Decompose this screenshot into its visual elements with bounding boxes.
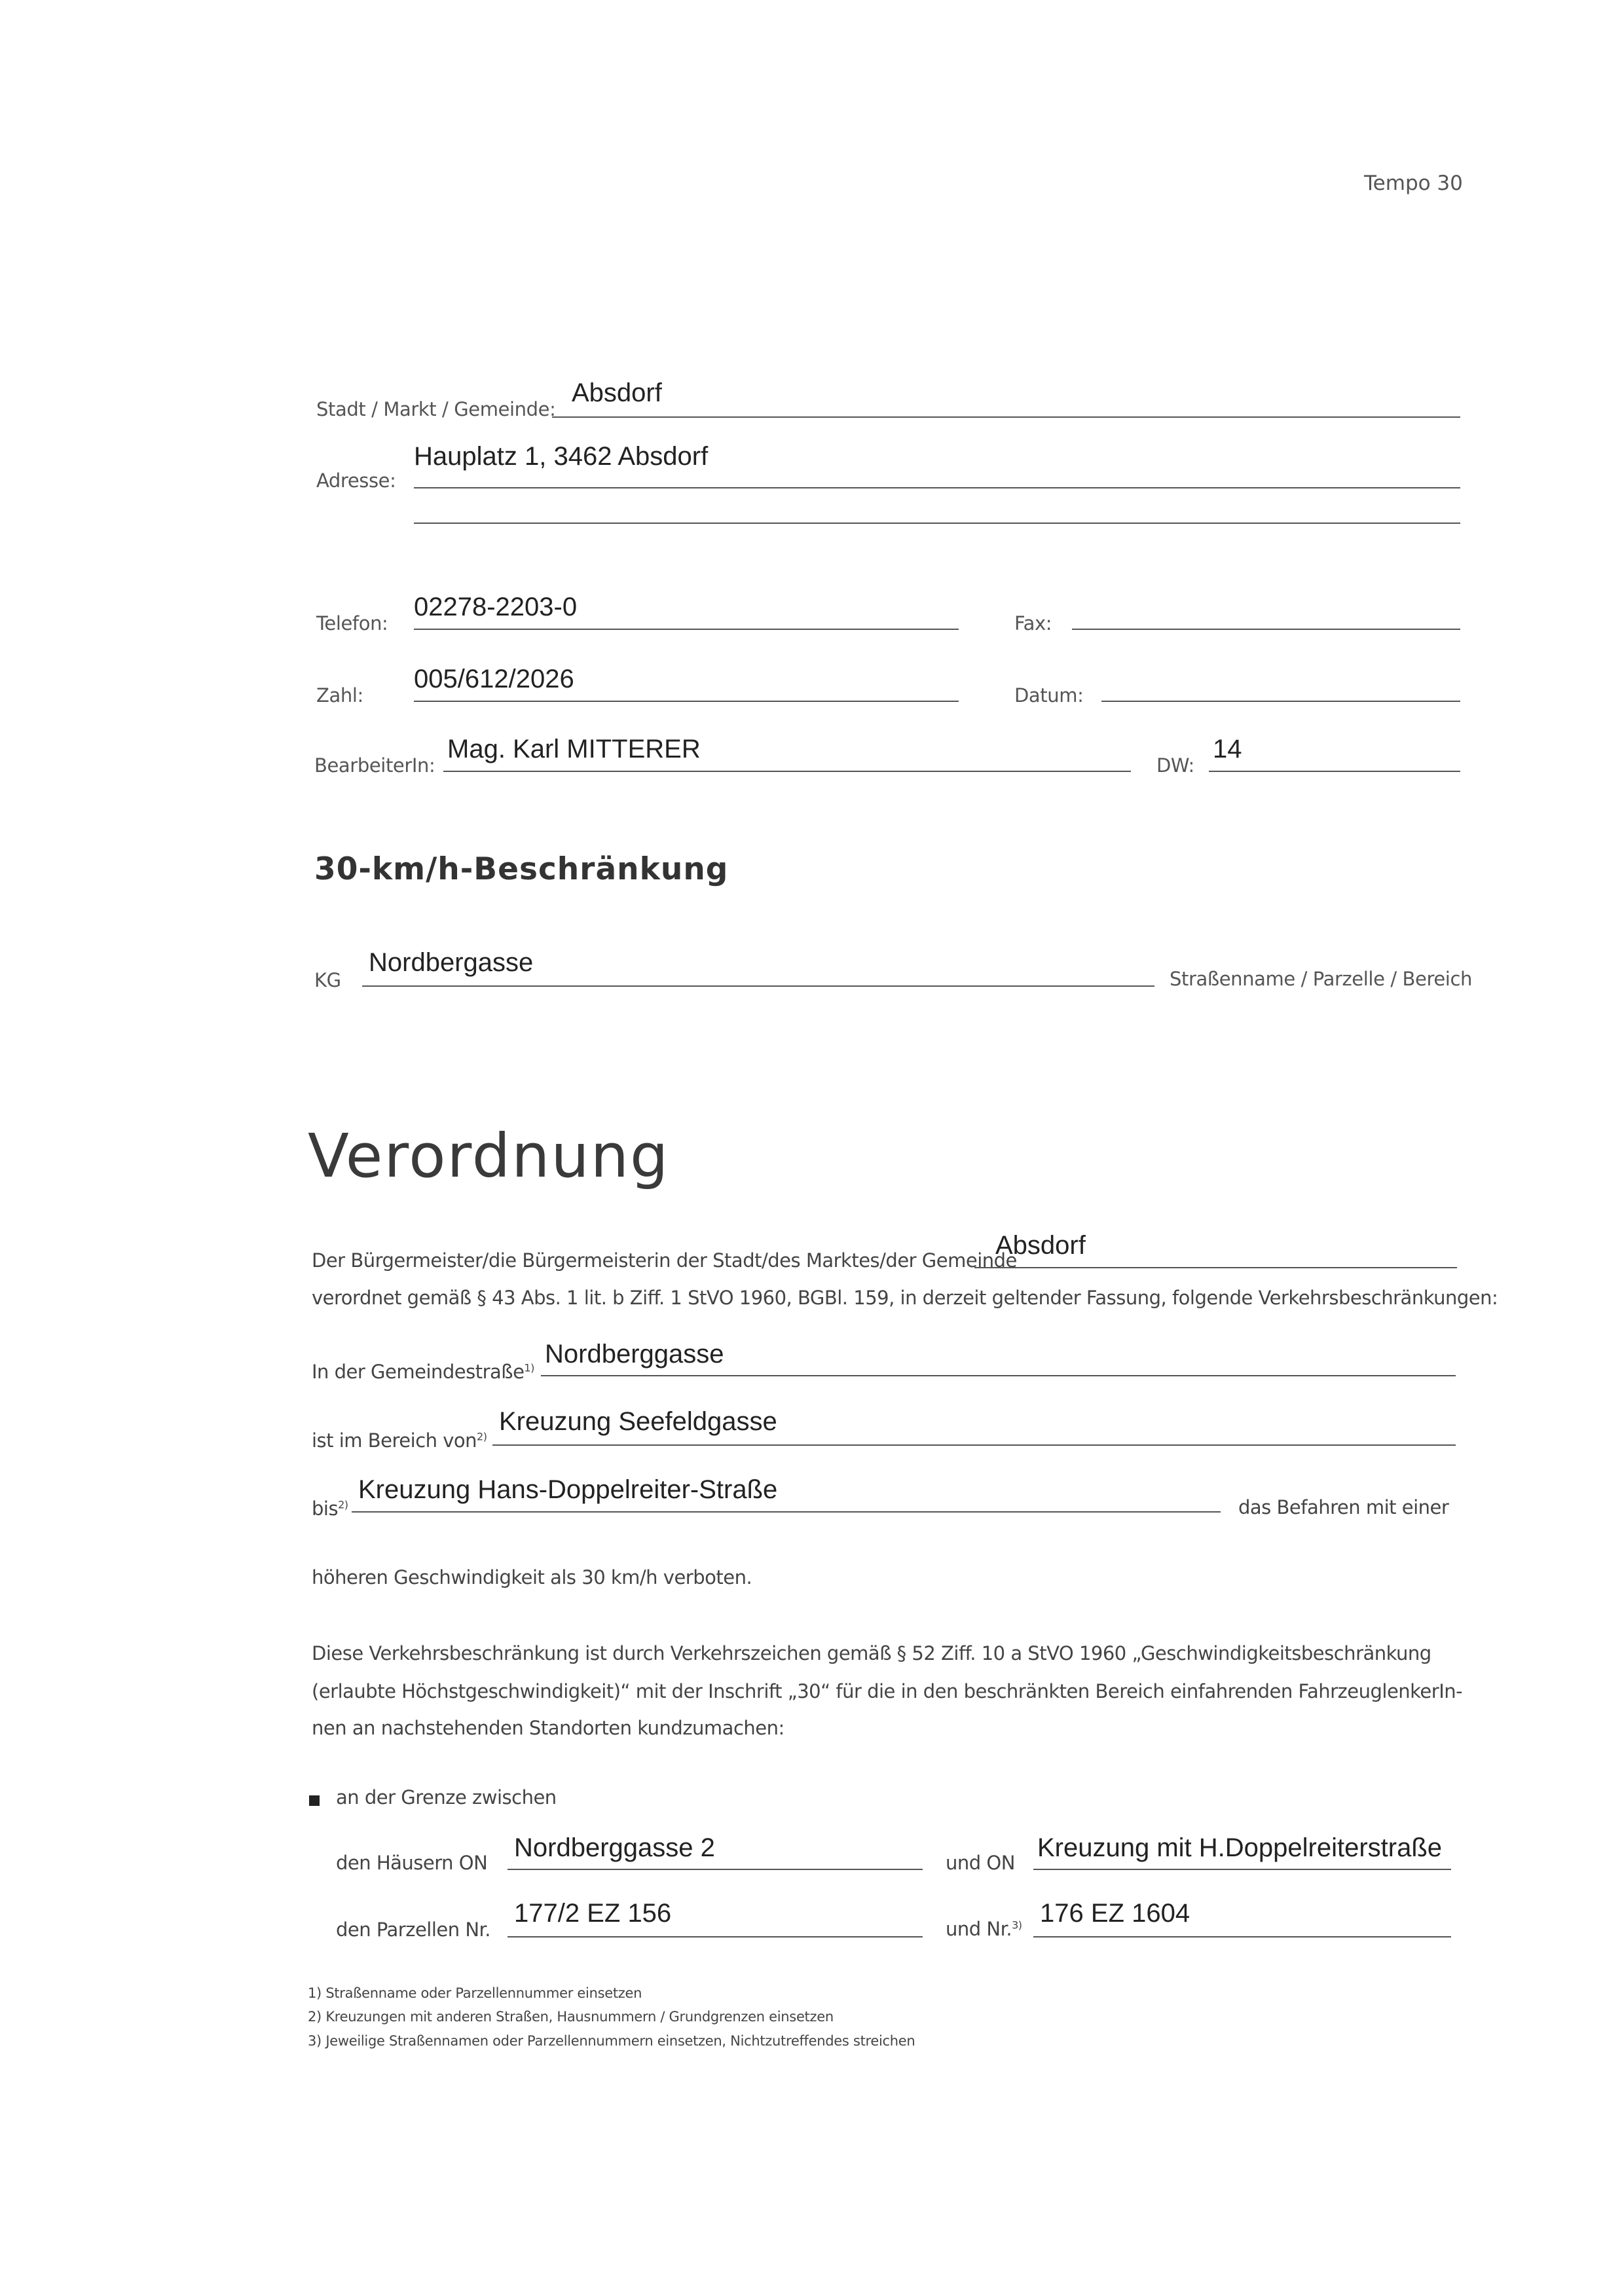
kundmachung-text-line-3: nen an nachstehenden Standorten kundzumachen:: [312, 1717, 784, 1739]
adresse-underline-2: [414, 523, 1460, 524]
section-heading: 30-km/h-Beschränkung: [314, 851, 729, 887]
adresse-label: Adresse:: [316, 469, 396, 492]
document-label: Tempo 30: [1364, 172, 1463, 195]
parzellen-field[interactable]: 177/2 EZ 156: [514, 1899, 672, 1928]
grenze-label: an der Grenze zwischen: [336, 1786, 557, 1808]
bereich-von-underline: [492, 1444, 1456, 1446]
adresse-field[interactable]: Hauplatz 1, 3462 Absdorf: [414, 442, 709, 471]
parzellen-label: den Parzellen Nr.: [336, 1919, 491, 1941]
und-on-underline: [1033, 1869, 1451, 1870]
bereich-von-field[interactable]: Kreuzung Seefeldgasse: [499, 1407, 777, 1436]
zahl-label: Zahl:: [316, 684, 363, 707]
gemeinde-underline: [552, 416, 1460, 418]
haeuser-label: den Häusern ON: [336, 1852, 488, 1874]
zahl-underline: [414, 701, 959, 702]
telefon-label: Telefon:: [316, 612, 388, 634]
bearbeiter-label: BearbeiterIn:: [314, 754, 435, 777]
und-on-field[interactable]: Kreuzung mit H.Doppelreiterstraße: [1037, 1833, 1443, 1862]
intro-text: Der Bürgermeister/die Bürgermeisterin der Stadt/des Marktes/der Gemeinde: [312, 1249, 1017, 1272]
fax-label: Fax:: [1014, 612, 1052, 634]
telefon-underline: [414, 629, 959, 630]
und-nr-label: und Nr.$^{3)}$: [946, 1918, 1022, 1940]
speed-limit-text: höheren Geschwindigkeit als 30 km/h verboten.: [312, 1566, 752, 1588]
gemeindestrasse-label: In der Gemeindestraße$^{1)}$: [312, 1361, 534, 1383]
legal-basis-text: verordnet gemäß § 43 Abs. 1 lit. b Ziff. 1 StVO 1960, BGBl. 159, in derzeit geltender Fassung, folgende Verkehrsbeschränkungen:: [312, 1287, 1498, 1309]
gemeindestrasse-underline: [541, 1375, 1456, 1376]
footnote-3: 3) Jeweilige Straßennamen oder Parzellennummern einsetzen, Nichtzutreffendes streichen: [308, 2033, 915, 2049]
datum-field[interactable]: [1101, 701, 1460, 702]
gemeinde-name-field[interactable]: Absdorf: [995, 1231, 1086, 1260]
parzellen-underline: [507, 1936, 923, 1937]
document-title: Verordnung: [308, 1121, 670, 1191]
und-on-label: und ON: [946, 1852, 1015, 1874]
gemeinde-field[interactable]: Absdorf: [572, 378, 662, 407]
dw-label: DW:: [1156, 754, 1194, 777]
gemeinde-name-underline: [974, 1267, 1457, 1268]
gemeinde-label: Stadt / Markt / Gemeinde:: [316, 398, 556, 420]
telefon-field[interactable]: 02278-2203-0: [414, 593, 578, 621]
haeuser-field[interactable]: Nordberggasse 2: [514, 1833, 715, 1862]
kg-underline: [362, 985, 1154, 987]
haeuser-underline: [507, 1869, 923, 1870]
bis-field[interactable]: Kreuzung Hans-Doppelreiter-Straße: [358, 1475, 778, 1504]
kg-label: KG: [314, 969, 341, 991]
dw-field[interactable]: 14: [1213, 735, 1242, 763]
strassen-label: Straßenname / Parzelle / Bereich: [1170, 968, 1472, 990]
gemeindestrasse-field[interactable]: Nordberggasse: [545, 1340, 724, 1368]
kundmachung-text-line-1: Diese Verkehrsbeschränkung ist durch Verkehrszeichen gemäß § 52 Ziff. 10 a StVO 1960 „Geschwindigkeitsbeschränkung: [312, 1642, 1431, 1664]
bis-tail-text: das Befahren mit einer: [1238, 1496, 1449, 1518]
bis-label: bis$^{2)}$: [312, 1497, 348, 1520]
und-nr-field[interactable]: 176 EZ 1604: [1040, 1899, 1190, 1928]
kg-field[interactable]: Nordbergasse: [369, 948, 534, 977]
und-nr-underline: [1033, 1936, 1451, 1937]
datum-label: Datum:: [1014, 684, 1084, 707]
bearbeiter-underline: [443, 771, 1131, 772]
kundmachung-text-line-2: (erlaubte Höchstgeschwindigkeit)“ mit der Inschrift „30“ für die in den beschränkten Bereich einfahrenden FahrzeuglenkerIn-: [312, 1680, 1463, 1702]
bearbeiter-field[interactable]: Mag. Karl MITTERER: [447, 735, 701, 763]
fax-field[interactable]: [1072, 629, 1460, 630]
bullet-square-icon: [309, 1795, 320, 1806]
footnote-2: 2) Kreuzungen mit anderen Straßen, Hausnummern / Grundgrenzen einsetzen: [308, 2009, 834, 2025]
footnote-1: 1) Straßenname oder Parzellennummer einsetzen: [308, 1985, 642, 2001]
adresse-underline: [414, 487, 1460, 488]
bereich-von-label: ist im Bereich von$^{2)}$: [312, 1429, 487, 1452]
bis-underline: [352, 1511, 1221, 1513]
zahl-field[interactable]: 005/612/2026: [414, 665, 574, 693]
dw-underline: [1209, 771, 1460, 772]
